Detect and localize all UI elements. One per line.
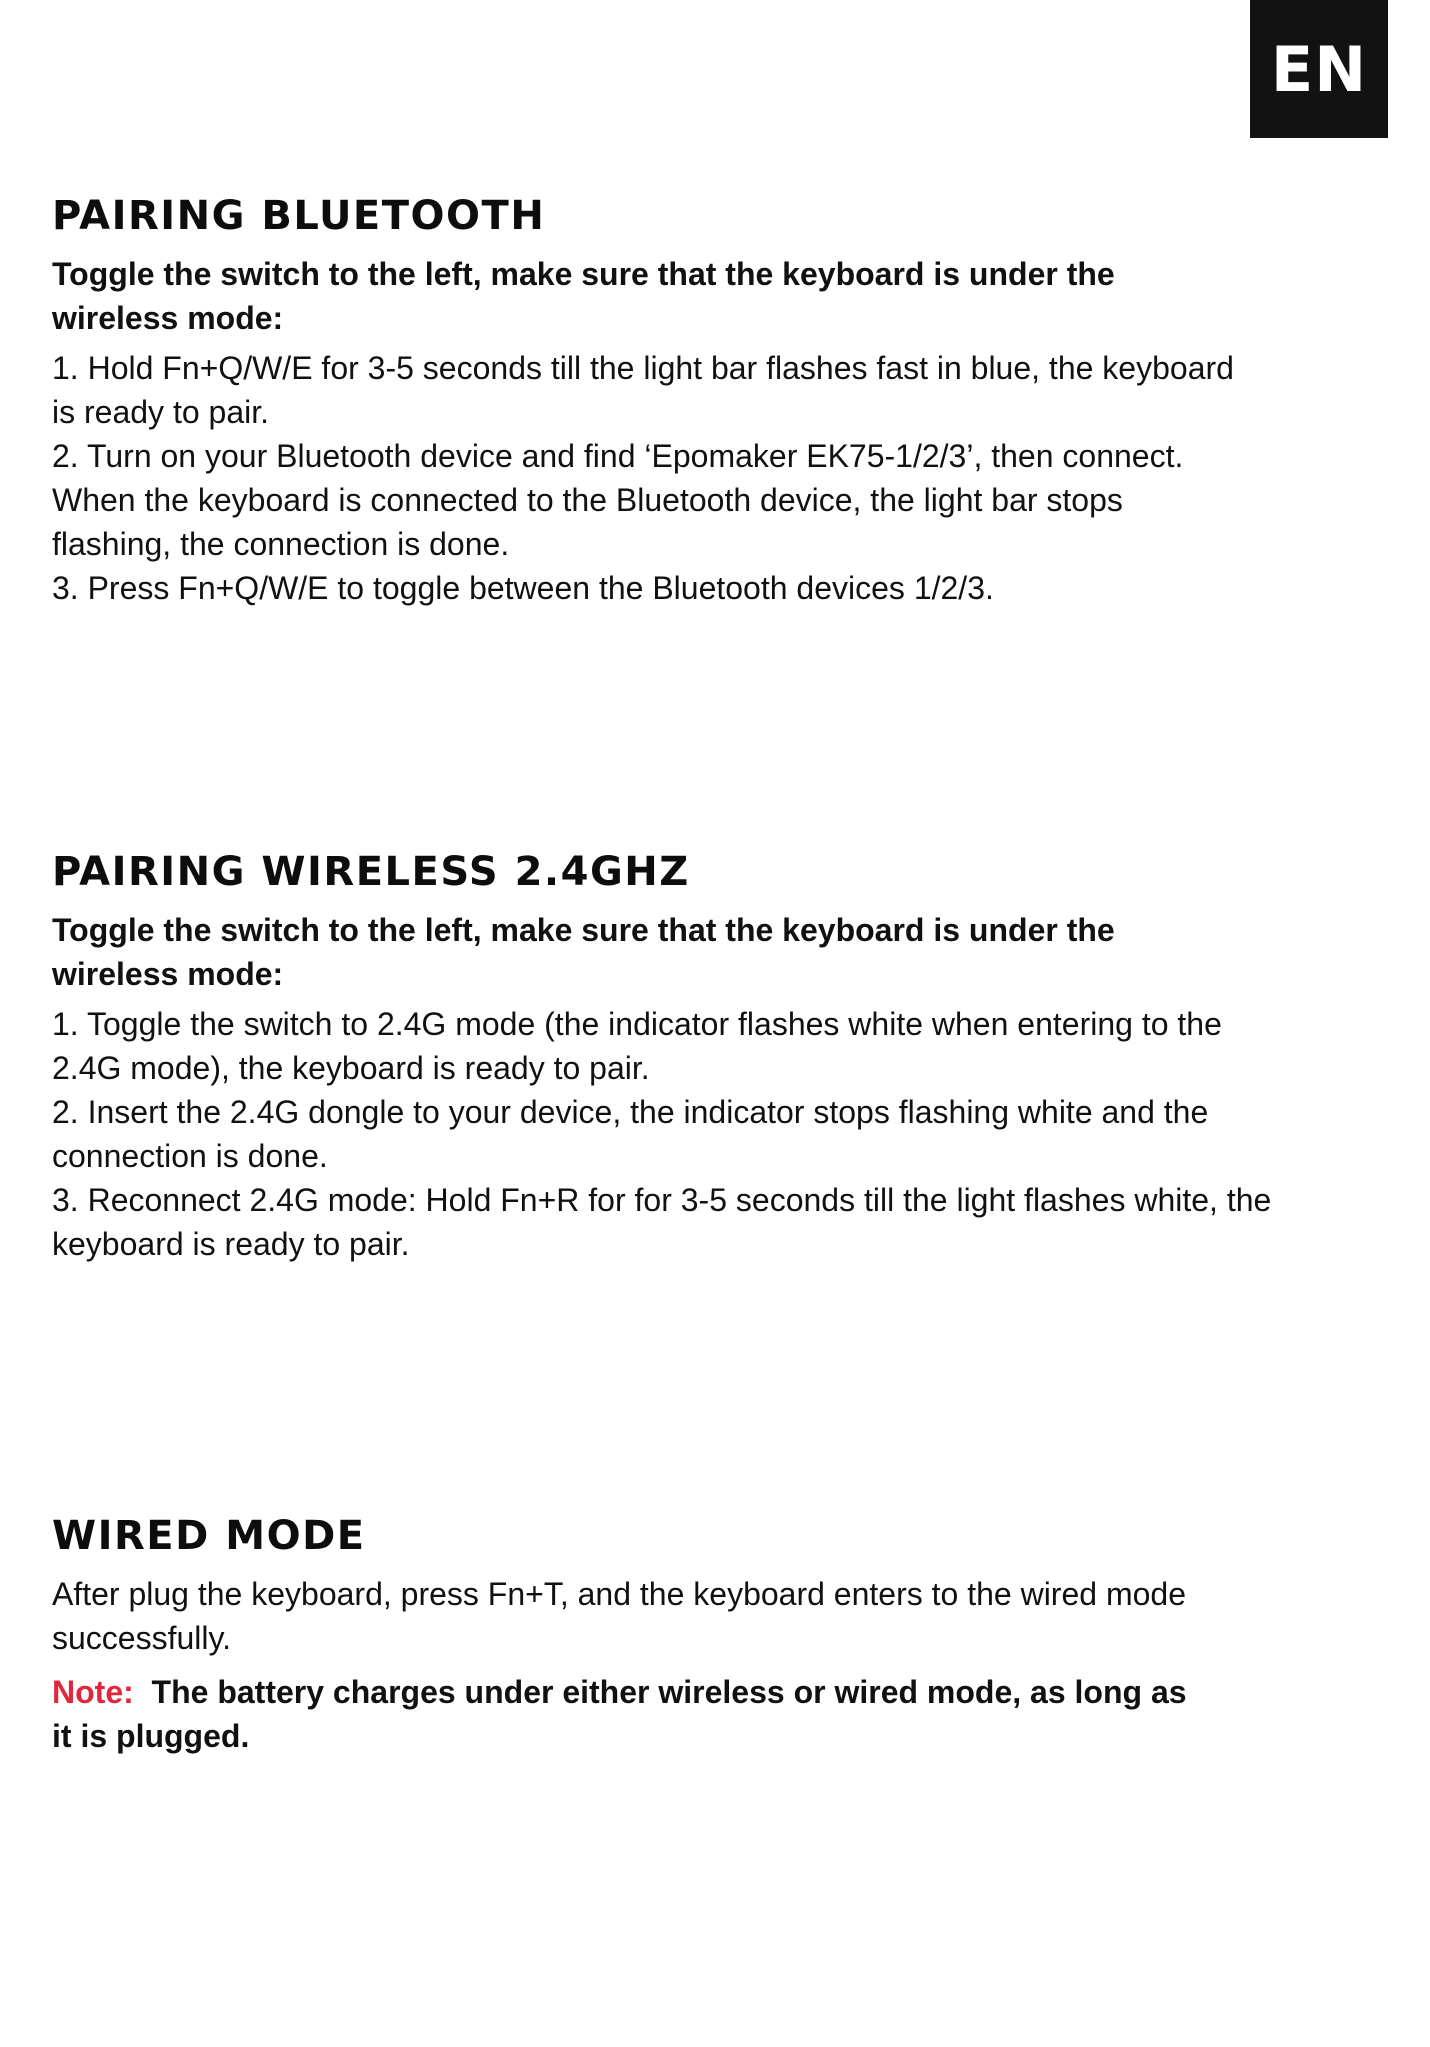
note-text: The battery charges under either wireless or wired mode, as long as it is plugged. xyxy=(52,1674,1187,1754)
note-label: Note: xyxy=(52,1674,134,1710)
section-pairing-wireless xyxy=(52,848,1362,1266)
section-lead: Toggle the switch to the left, make sure that the keyboard is under the wireless mode: xyxy=(52,912,1115,992)
section-lead: Toggle the switch to the left, make sure that the keyboard is under the wireless mode: xyxy=(52,256,1115,336)
section-title: WIRED MODE xyxy=(52,1513,366,1559)
section-title: PAIRING BLUETOOTH xyxy=(52,193,546,239)
instructions-text: 1. Hold Fn+Q/W/E for 3-5 seconds till the light bar flashes fast in blue, the keyboard is ready to pair. 2. Turn on your Bluetooth device and find ‘Epomaker EK75-1/2/3’, then connect. When the keyboard is connected to the Bluetooth device, the light bar stops flashing, the connection is done. 3. Press Fn+Q/W/E to toggle between the Bluetooth devices 1/2/3. xyxy=(52,350,1234,606)
battery-note xyxy=(52,1670,1192,1758)
language-badge: EN xyxy=(1250,0,1388,138)
section-title: PAIRING WIRELESS 2.4GHZ xyxy=(52,849,690,895)
section-pairing-bluetooth xyxy=(52,192,1362,610)
instructions-text: 1. Toggle the switch to 2.4G mode (the indicator flashes white when entering to the 2.4G mode), the keyboard is ready to pair. 2. Insert the 2.4G dongle to your device, the indicator stops flashing white and the connection is done. 3. Reconnect 2.4G mode: Hold Fn+R for for 3-5 seconds till the light flashes white, the keyboard is ready to pair. xyxy=(52,1006,1272,1262)
section-wired-mode xyxy=(52,1512,1362,1758)
instructions-text: After plug the keyboard, press Fn+T, and the keyboard enters to the wired mode successfully. xyxy=(52,1576,1186,1656)
